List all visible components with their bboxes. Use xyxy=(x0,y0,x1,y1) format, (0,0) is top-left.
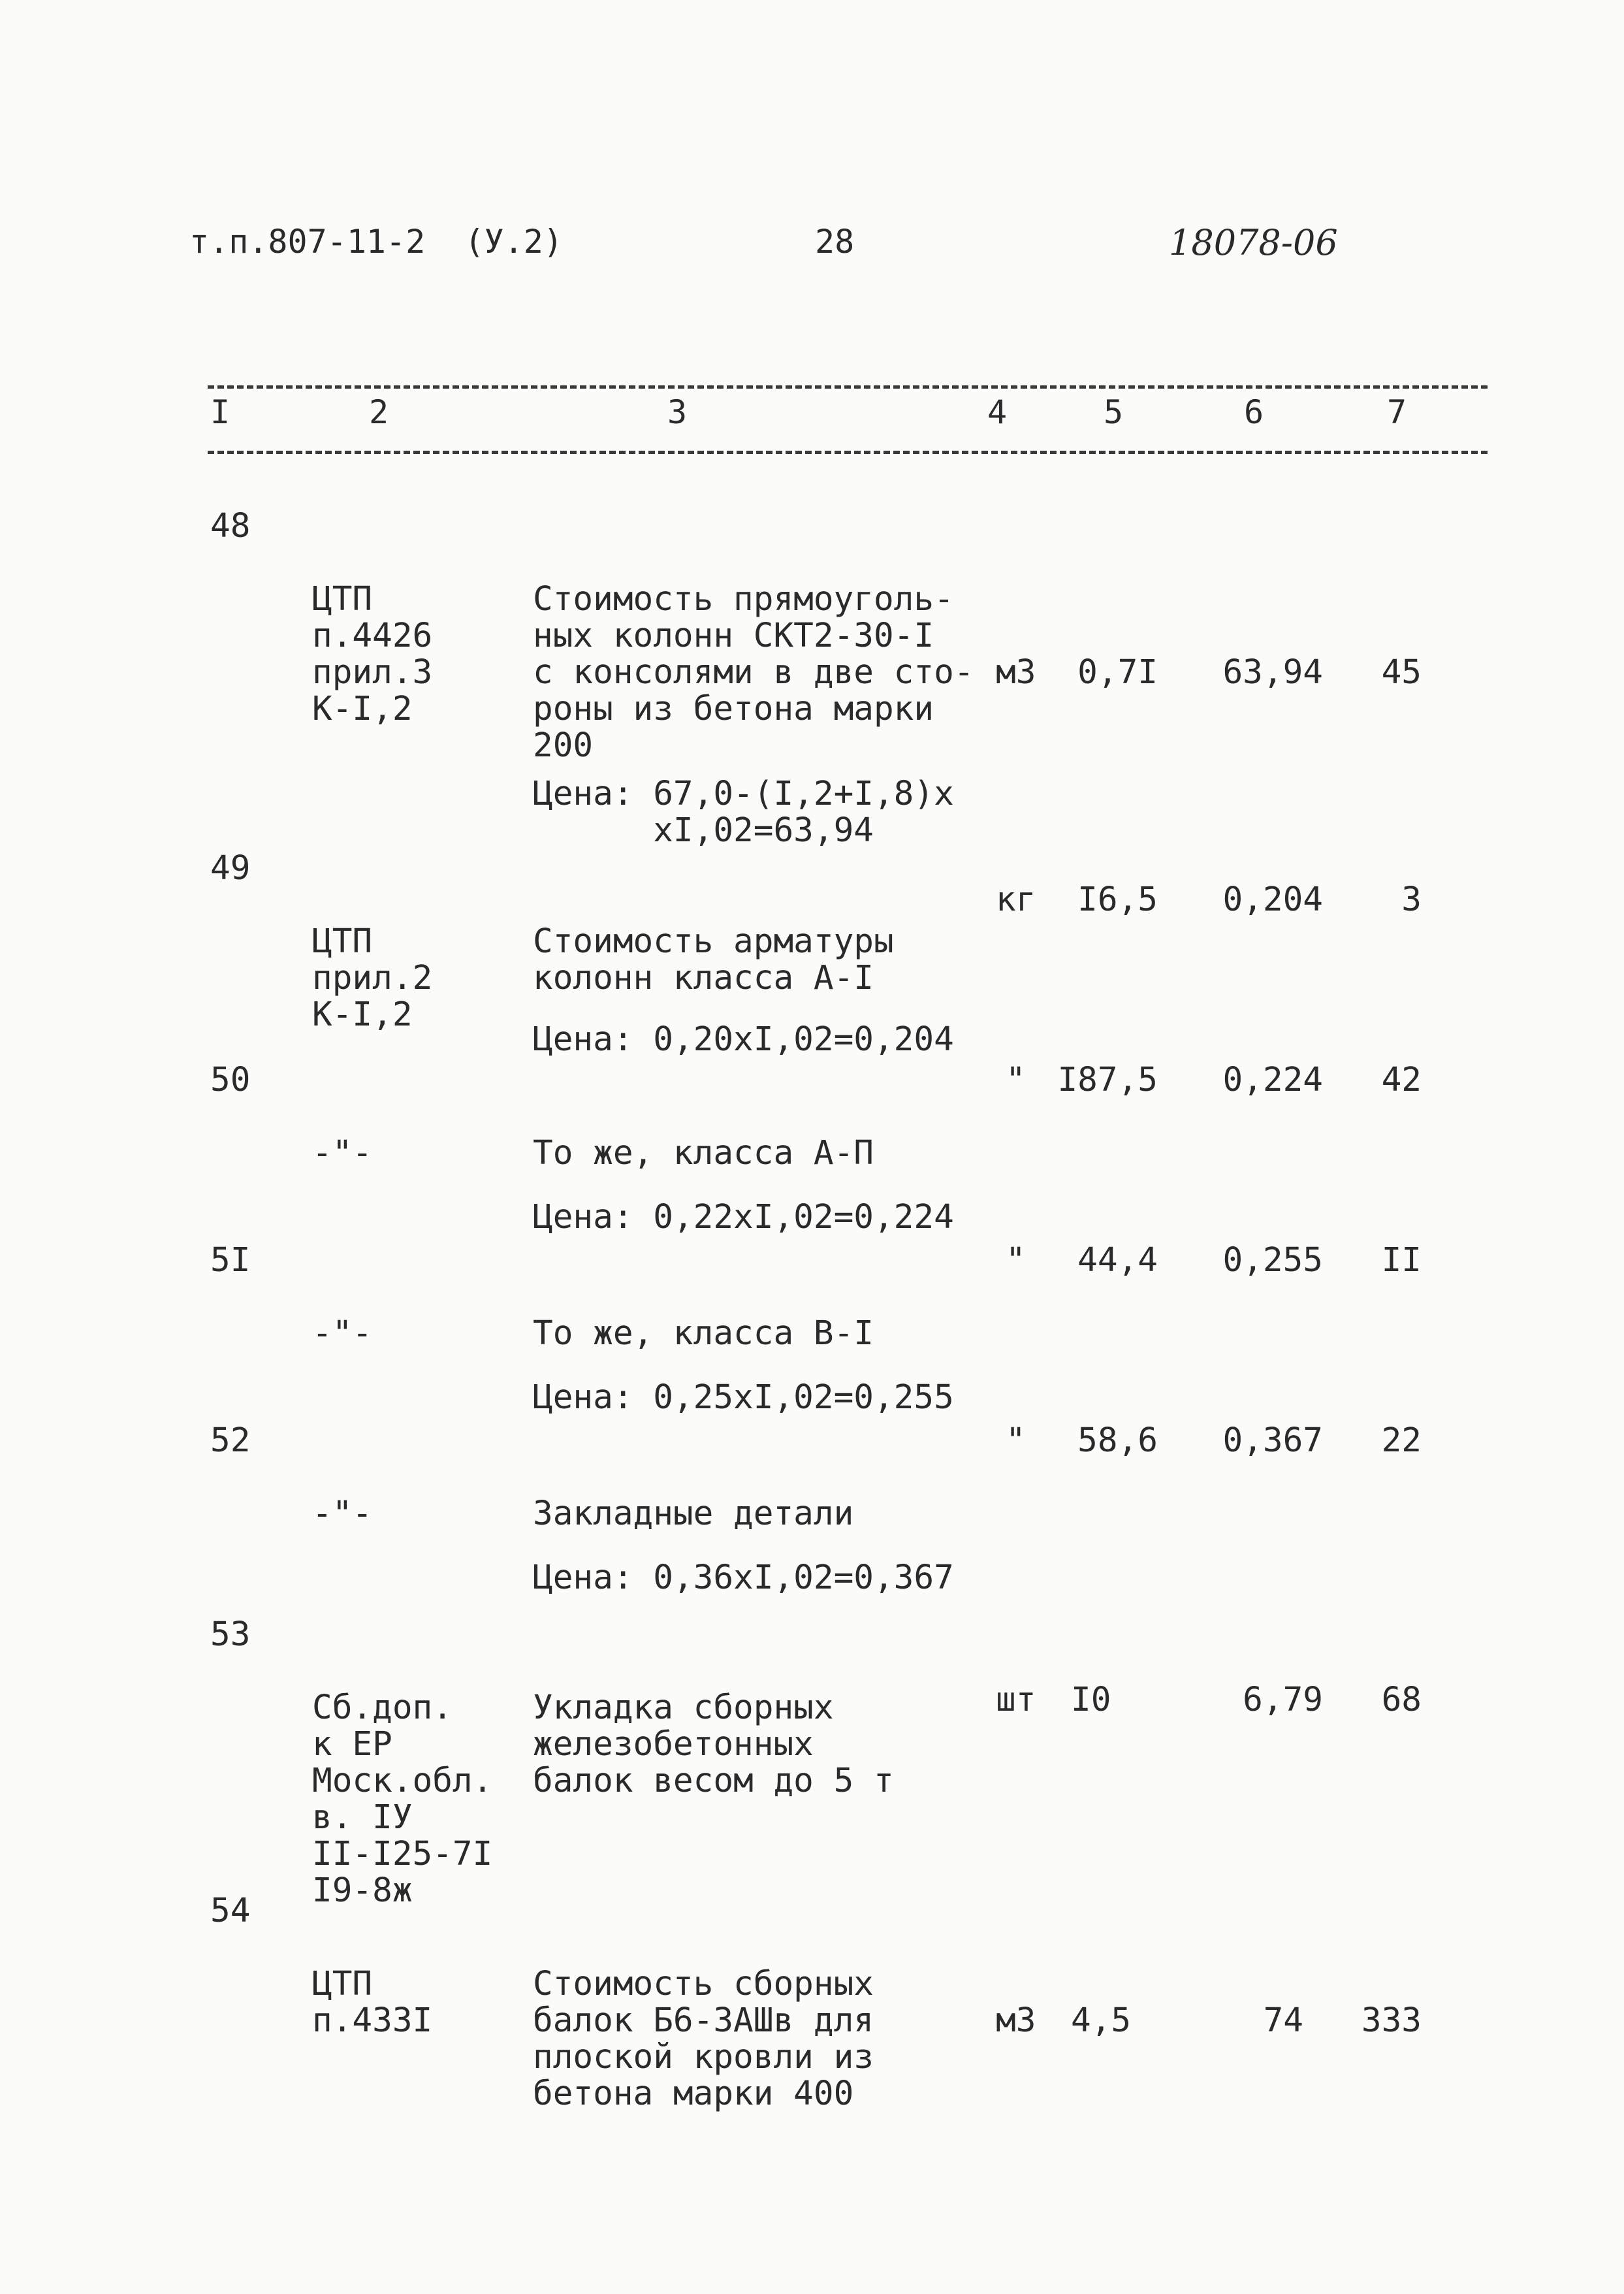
column-header-1: I xyxy=(210,393,231,431)
table-rule-bottom xyxy=(208,451,1488,454)
page-number: 28 xyxy=(815,223,855,261)
unit-price: 0,224 xyxy=(1222,1061,1323,1099)
quantity: 58,6 xyxy=(1077,1421,1158,1460)
column-header-3: 3 xyxy=(667,393,688,431)
column-header-2: 2 xyxy=(369,393,389,431)
price-calculation: Цена: 67,0-(I,2+I,8)х хI,02=63,94 xyxy=(533,775,954,850)
unit: " xyxy=(1006,1241,1026,1280)
unit: кг xyxy=(996,880,1036,919)
quantity: 0,7I xyxy=(1077,653,1158,692)
document-number: 18078-06 xyxy=(1169,222,1338,263)
column-header-5: 5 xyxy=(1104,393,1124,431)
unit: шт xyxy=(996,1681,1036,1719)
price-calculation: Цена: 0,20хI,02=0,204 xyxy=(533,1020,954,1059)
source-reference: -"- xyxy=(312,1494,373,1533)
total-cost: 333 xyxy=(1361,2001,1422,2040)
unit: м3 xyxy=(996,2001,1036,2040)
document-code: т.п.807-11-2 (У.2) xyxy=(189,223,563,261)
source-reference: ЦТП прил.2 К-I,2 xyxy=(312,922,433,1034)
column-header-6: 6 xyxy=(1244,393,1264,431)
row-number: 52 xyxy=(210,1421,251,1460)
total-cost: 22 xyxy=(1381,1421,1422,1460)
price-calculation: Цена: 0,25хI,02=0,255 xyxy=(533,1378,954,1417)
item-description: То же, класса А-П xyxy=(533,1134,874,1172)
row-number: 48 xyxy=(210,507,251,545)
price-calculation: Цена: 0,36хI,02=0,367 xyxy=(533,1559,954,1597)
quantity: I0 xyxy=(1071,1681,1111,1719)
source-reference: ЦТП п.4426 прил.3 К-I,2 xyxy=(312,580,433,728)
source-reference: -"- xyxy=(312,1134,373,1172)
quantity: 4,5 xyxy=(1071,2001,1132,2040)
item-description: Стоимость прямоуголь- ных колонн СКТ2-30-I с консолями в две сто- роны из бетона марки 200 xyxy=(533,580,974,765)
total-cost: 42 xyxy=(1381,1061,1422,1099)
row-number: 5I xyxy=(210,1241,251,1280)
unit-price: 0,255 xyxy=(1222,1241,1323,1280)
total-cost: II xyxy=(1381,1241,1422,1280)
table-rule-top xyxy=(208,385,1488,389)
quantity: 44,4 xyxy=(1077,1241,1158,1280)
unit: м3 xyxy=(996,653,1036,692)
row-number: 49 xyxy=(210,849,251,888)
unit-price: 74 xyxy=(1263,2001,1303,2040)
column-header-4: 4 xyxy=(987,393,1008,431)
item-description: Стоимость арматуры колонн класса А-I xyxy=(533,922,894,997)
row-number: 54 xyxy=(210,1892,251,1930)
total-cost: 45 xyxy=(1381,653,1422,692)
row-number: 50 xyxy=(210,1061,251,1099)
source-reference: ЦТП п.433I xyxy=(312,1965,433,2040)
unit-price: 0,204 xyxy=(1222,880,1323,919)
source-reference: Сб.доп. к ЕР Моск.обл. в. IУ II-I25-7I I9-8ж xyxy=(312,1688,493,1910)
unit: " xyxy=(1006,1061,1026,1099)
price-calculation: Цена: 0,22хI,02=0,224 xyxy=(533,1198,954,1236)
unit-price: 63,94 xyxy=(1222,653,1323,692)
row-number: 53 xyxy=(210,1615,251,1654)
unit: " xyxy=(1006,1421,1026,1460)
unit-price: 6,79 xyxy=(1243,1681,1323,1719)
total-cost: 68 xyxy=(1381,1681,1422,1719)
item-description: Закладные детали xyxy=(533,1494,854,1533)
item-description: Укладка сборных железобетонных балок весом до 5 т xyxy=(533,1688,894,1800)
quantity: I87,5 xyxy=(1057,1061,1158,1099)
item-description: Стоимость сборных балок Б6-3АШв для плоской кровли из бетона марки 400 xyxy=(533,1965,874,2113)
column-header-7: 7 xyxy=(1387,393,1407,431)
item-description: То же, класса В-I xyxy=(533,1314,874,1353)
total-cost: 3 xyxy=(1401,880,1422,919)
source-reference: -"- xyxy=(312,1314,373,1353)
quantity: I6,5 xyxy=(1077,880,1158,919)
unit-price: 0,367 xyxy=(1222,1421,1323,1460)
